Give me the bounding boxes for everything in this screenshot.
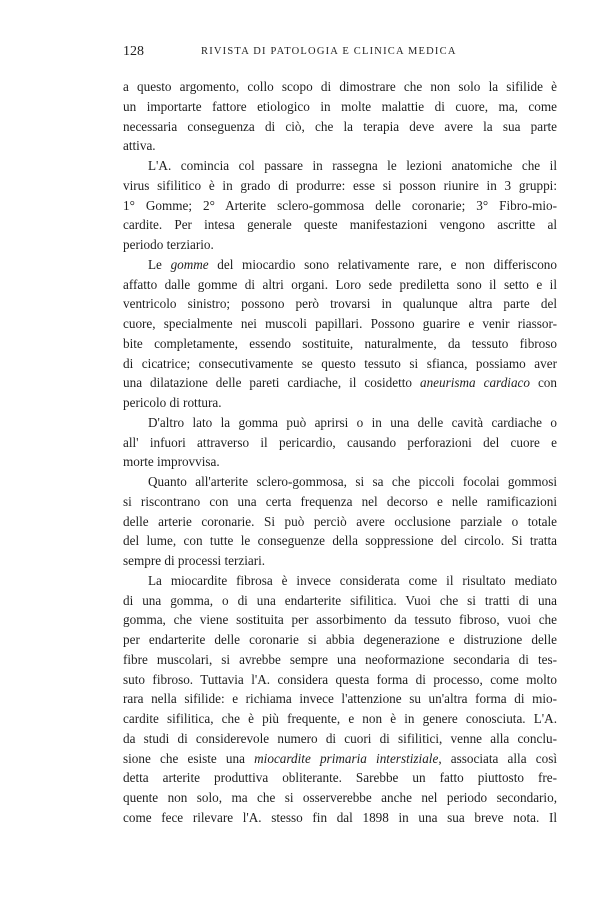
text-line: virus sifilitico è in grado di produrre: esse si posson riunire in 3 gruppi:: [123, 177, 557, 193]
text-line: un importarte fattore etiologico in molte malattie di cuore, ma, come: [123, 98, 557, 114]
text-line: periodo terziario.: [123, 237, 214, 252]
text-line: quente non solo, ma che si osserverebbe anche nel periodo secondario,: [123, 790, 557, 805]
text-line: La miocardite fibrosa è invece considerata come il risultato mediato: [148, 572, 557, 588]
text-line: bite completamente, essendo sostituite, naturalmente, da tessuto fibroso: [123, 335, 557, 351]
text-line: delle arterie coronarie. Si può perciò avere occlusione parziale o totale: [123, 513, 557, 529]
page-number: 128: [123, 44, 144, 59]
text-line: suto fibroso. Tuttavia l'A. considera questa forma di processo, come molto: [123, 671, 557, 687]
text-line: sempre di processi terziari.: [123, 553, 266, 568]
text-line: cardite sifilitica, che è più frequente, e non è in genere conosciuta. L'A.: [123, 711, 557, 726]
text-line: morte improvvisa.: [123, 454, 220, 470]
text-line: Le gomme del miocardio sono relativamente rare, e non differiscono: [148, 256, 557, 272]
text-line: sione che esiste una miocardite primaria interstiziale, associata alla così: [123, 750, 557, 766]
text-line: Quanto all'arterite sclero-gommosa, si sa che piccoli focolai gommosi: [148, 474, 557, 489]
text-line: gomma, che viene sostituita per assorbimento da tessuto fibroso, vuoi che: [123, 612, 557, 628]
text-line: cardite. Per intesa generale queste manifestazioni vengono ascritte al: [123, 217, 557, 233]
text-line: di cicatrice; consecutivamente se questo tessuto si sfianca, possiamo aver: [123, 355, 557, 371]
text-line: ventricolo sinistro; possono però trovarsi in qualunque altra parte del: [123, 296, 557, 312]
page-header: [123, 44, 557, 64]
text-line: rara nella sifilide: e richiama invece l'attenzione su un'altra forma di mio-: [123, 691, 557, 707]
text-line: a questo argomento, collo scopo di dimostrare che non solo la sifilide è: [123, 79, 557, 94]
text-line: 1° Gomme; 2° Arterite sclero-gommosa delle coronarie; 3° Fibro-mio-: [123, 197, 557, 213]
text-line: cuore, specialmente nei muscoli papillari. Possono guarire e venir riassor-: [123, 316, 557, 331]
text-line: L'A. comincia col passare in rassegna le lezioni anatomiche che il: [148, 158, 557, 173]
text-line: per endarterite delle coronarie si abbia degenerazione e distruzione delle: [123, 632, 557, 647]
article-body: [123, 77, 557, 828]
text-line: da studi di considerevole numero di cuori di sifilitici, venne alla conclu-: [123, 730, 557, 746]
text-line: detta arterite produttiva obliterante. Sarebbe un fatto piuttosto fre-: [123, 770, 557, 786]
text-line: del lume, con tutte le conseguenze della soppressione del circolo. Si tratta: [123, 533, 557, 549]
text-line: necessaria conseguenza di ciò, che la terapia deve avere la sua parte: [123, 118, 557, 134]
text-line: una dilatazione delle pareti cardiache, il cosidetto aneurisma cardiaco con: [123, 375, 557, 391]
text-line: attiva.: [123, 138, 156, 154]
text-line: fibre muscolari, si avrebbe sempre una neoformazione secondaria di tes-: [123, 651, 557, 667]
text-line: D'altro lato la gomma può aprirsi o in una delle cavità cardiache o: [148, 414, 557, 430]
text-line: pericolo di rottura.: [123, 395, 222, 410]
text-line: affatto dalle gomme di altri organi. Loro sede prediletta sono il setto e il: [123, 276, 557, 292]
text-line: come fece rilevare l'A. stesso fin dal 1898 in una sua breve nota. Il: [123, 809, 557, 825]
text-line: all' infuori attraverso il pericardio, causando perforazioni del cuore e: [123, 434, 557, 450]
text-line: di una gomma, o di una endarterite sifilitica. Vuoi che si tratti di una: [123, 592, 557, 608]
text-line: si riscontrano con una certa frequenza nel decorso e nelle ramificazioni: [123, 493, 557, 509]
running-head: RIVISTA DI PATOLOGIA E CLINICA MEDICA: [201, 46, 457, 57]
